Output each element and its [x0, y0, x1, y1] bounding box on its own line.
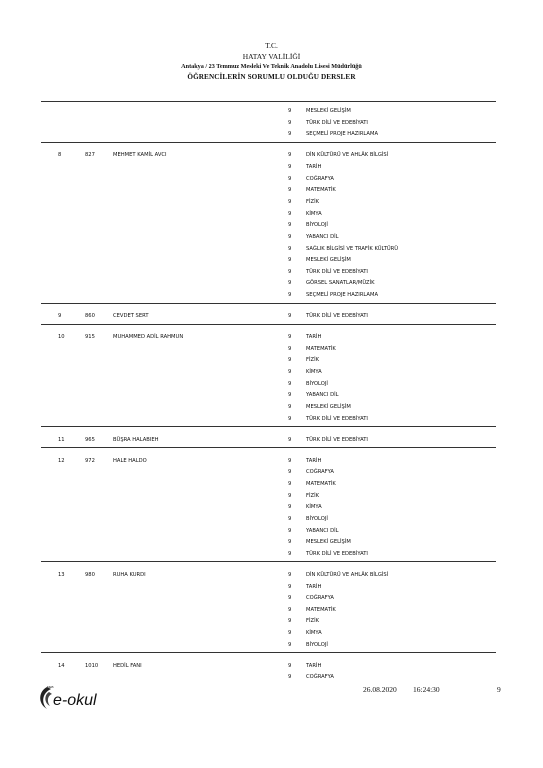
course-name: SEÇMELİ PROJE HAZIRLAMA [306, 131, 379, 138]
course-name: FİZİK [306, 492, 319, 499]
course-name: TARİH [306, 334, 322, 341]
header-governorship: HATAY VALİLİĞİ [242, 52, 301, 61]
table-divider [41, 447, 496, 448]
page-number: 9 [497, 685, 501, 694]
course-name: KİMYA [306, 630, 322, 637]
course-grade: 9 [288, 210, 292, 217]
course-grade: 9 [288, 630, 292, 637]
table-divider [41, 324, 496, 325]
table-divider [41, 652, 496, 653]
course-grade: 9 [288, 280, 292, 287]
course-grade: 9 [288, 515, 292, 522]
student-school-number: 965 [85, 436, 95, 443]
course-grade: 9 [288, 583, 292, 590]
course-grade: 9 [288, 527, 292, 534]
course-name: YABANCI DİL [306, 392, 339, 399]
e-okul-logo [35, 683, 125, 713]
course-grade: 9 [288, 313, 292, 320]
course-name: DİN KÜLTÜRÜ VE AHLÂK BİLGİSİ [306, 571, 389, 578]
row-number: 14 [58, 662, 65, 669]
course-grade: 9 [288, 292, 292, 299]
course-grade: 9 [288, 662, 292, 669]
course-grade: 9 [288, 131, 292, 138]
course-grade: 9 [288, 268, 292, 275]
course-name: TÜRK DİLİ VE EDEBİYATI [306, 550, 368, 557]
course-grade: 9 [288, 345, 292, 352]
course-name: MESLEKİ GELİŞİM [306, 108, 351, 114]
course-grade: 9 [288, 595, 292, 602]
table-divider [41, 142, 496, 143]
row-number: 12 [58, 457, 65, 464]
student-school-number: 972 [85, 457, 95, 464]
logo-text: e-okul [53, 692, 97, 709]
course-grade: 9 [288, 571, 292, 578]
row-number: 8 [58, 152, 62, 159]
course-grade: 9 [288, 404, 292, 410]
course-name: TÜRK DİLİ VE EDEBİYATI [306, 313, 368, 320]
table-divider [41, 303, 496, 304]
student-name: HEDİL FANI [113, 662, 142, 669]
student-name: HALE HALDO [113, 457, 147, 464]
course-name: TÜRK DİLİ VE EDEBİYATI [306, 119, 368, 126]
row-number: 11 [58, 436, 65, 443]
course-grade: 9 [288, 415, 292, 422]
course-name: BİYOLOJİ [306, 641, 328, 648]
course-name: TÜRK DİLİ VE EDEBİYATI [306, 415, 368, 422]
student-school-number: 915 [85, 334, 95, 341]
student-school-number: 980 [85, 571, 95, 578]
student-name: BÜŞRA HALABIEH [113, 436, 159, 443]
course-name: KİMYA [306, 369, 322, 376]
course-grade: 9 [288, 436, 292, 443]
student-name: MEHMET KAMİL AVCI [113, 152, 167, 159]
print-time: 16:24:30 [413, 685, 440, 694]
course-name: YABANCI DİL [306, 527, 339, 534]
course-name: MESLEKİ GELİŞİM [306, 257, 351, 264]
course-name: YABANCI DİL [306, 233, 339, 240]
course-grade: 9 [288, 392, 292, 399]
course-grade: 9 [288, 233, 292, 240]
student-school-number: 860 [85, 313, 95, 320]
course-name: SAĞLIK BİLGİSİ VE TRAFİK KÜLTÜRÜ [306, 245, 399, 252]
student-school-number: 1010 [85, 662, 99, 669]
course-grade: 9 [288, 480, 292, 487]
course-name: SEÇMELİ PROJE HAZIRLAMA [306, 292, 379, 299]
course-name: TÜRK DİLİ VE EDEBİYATI [306, 436, 368, 443]
course-name: MESLEKİ GELİŞİM [306, 404, 351, 410]
course-name: KİMYA [306, 504, 322, 511]
student-name: MUHAMMED ADİL RAHMUN [113, 334, 184, 341]
table-divider [41, 101, 496, 102]
table-divider [41, 426, 496, 427]
course-name: TARİH [306, 662, 322, 669]
course-grade: 9 [288, 175, 292, 182]
course-grade: 9 [288, 187, 292, 194]
course-grade: 9 [288, 641, 292, 648]
course-grade: 9 [288, 457, 292, 464]
course-name: FİZİK [306, 357, 319, 364]
course-name: COĞRAFYA [306, 595, 334, 602]
course-name: TARİH [306, 457, 322, 464]
course-grade: 9 [288, 606, 292, 613]
course-name: TARİH [306, 163, 322, 170]
course-grade: 9 [288, 539, 292, 546]
course-grade: 9 [288, 618, 292, 625]
course-name: MATEMATİK [306, 345, 336, 352]
course-name: MATEMATİK [306, 606, 336, 613]
student-school-number: 827 [85, 152, 95, 159]
course-name: COĞRAFYA [306, 175, 334, 182]
course-name: FİZİK [306, 618, 319, 625]
course-grade: 9 [288, 119, 292, 126]
course-name: KİMYA [306, 210, 322, 217]
course-grade: 9 [288, 492, 292, 499]
header-tc: T.C. [265, 41, 278, 50]
course-name: BİYOLOJİ [306, 380, 328, 387]
course-name: BİYOLOJİ [306, 515, 328, 522]
course-name: GÖRSEL SANATLAR/MÜZİK [306, 280, 375, 287]
course-grade: 9 [288, 257, 292, 264]
course-name: TÜRK DİLİ VE EDEBİYATI [306, 268, 368, 275]
course-grade: 9 [288, 245, 292, 252]
page-title: ÖĞRENCİLERİN SORUMLU OLDUĞU DERSLER [187, 73, 356, 81]
course-grade: 9 [288, 152, 292, 159]
course-grade: 9 [288, 369, 292, 376]
course-name: BİYOLOJİ [306, 222, 328, 229]
course-name: DİN KÜLTÜRÜ VE AHLÂK BİLGİSİ [306, 152, 389, 159]
course-grade: 9 [288, 504, 292, 511]
course-grade: 9 [288, 334, 292, 341]
print-date: 26.08.2020 [363, 685, 397, 694]
course-name: TARİH [306, 583, 322, 590]
course-name: MATEMATİK [306, 480, 336, 487]
course-name: MESLEKİ GELİŞİM [306, 539, 351, 546]
course-grade: 9 [288, 469, 292, 476]
course-grade: 9 [288, 163, 292, 170]
course-grade: 9 [288, 222, 292, 229]
course-grade: 9 [288, 550, 292, 557]
course-grade: 9 [288, 674, 292, 681]
course-grade: 9 [288, 380, 292, 387]
row-number: 13 [58, 571, 65, 578]
row-number: 9 [58, 313, 62, 320]
course-name: COĞRAFYA [306, 674, 334, 681]
course-name: FİZİK [306, 198, 319, 205]
student-name: RUHA KURDI [113, 571, 146, 578]
course-name: COĞRAFYA [306, 469, 334, 476]
table-divider [41, 561, 496, 562]
course-grade: 9 [288, 198, 292, 205]
course-grade: 9 [288, 108, 292, 114]
row-number: 10 [58, 334, 65, 341]
header-school: Antakya / 23 Temmuz Mesleki Ve Teknik Anadolu Lisesi Müdürlüğü [181, 63, 362, 70]
course-grade: 9 [288, 357, 292, 364]
course-name: MATEMATİK [306, 187, 336, 194]
student-name: CEVDET SERT [113, 313, 149, 320]
logo-small-text: MEB [47, 685, 54, 689]
